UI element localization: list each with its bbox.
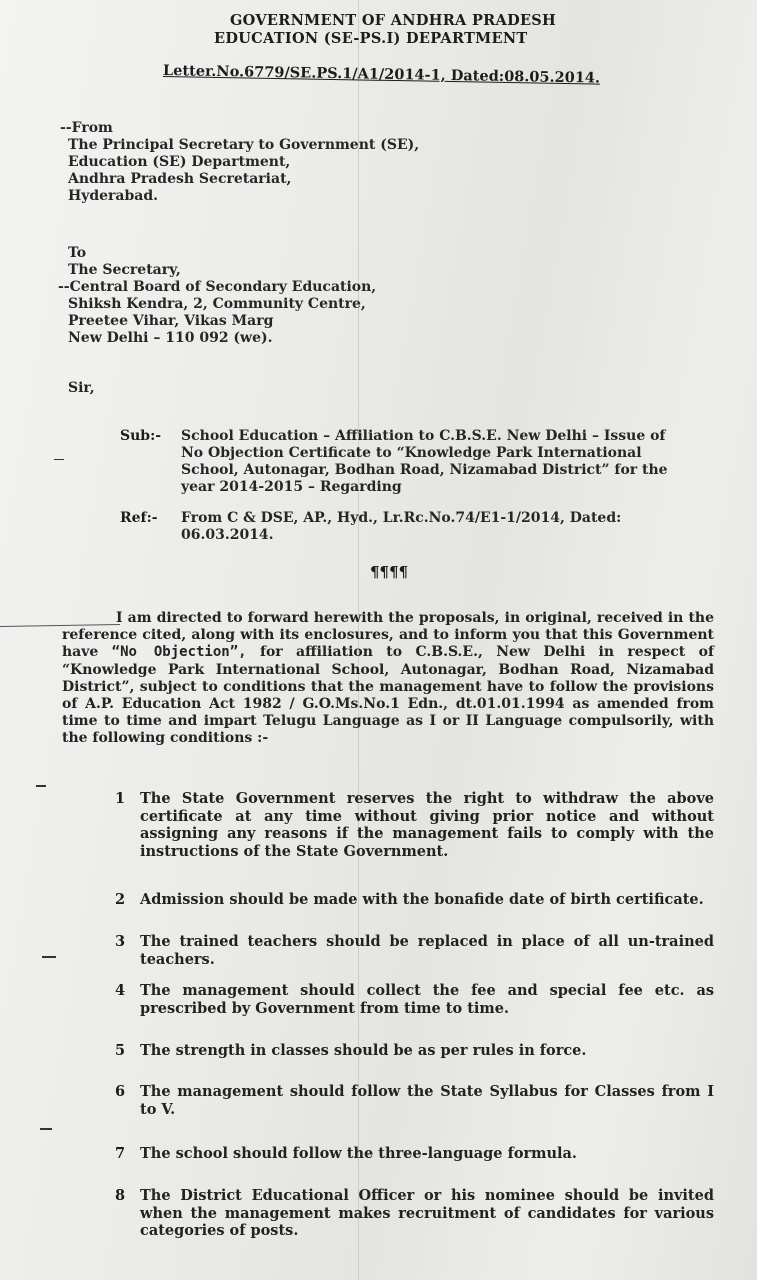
reference-line: From C & DSE, AP., Hyd., Lr.Rc.No.74/E1-1/2014, Dated: — [181, 510, 622, 526]
body-paragraph — [62, 610, 714, 748]
to-block — [58, 245, 376, 347]
from-block — [60, 120, 419, 205]
from-label: --From — [60, 120, 113, 136]
from-line: Hyderabad. — [68, 188, 159, 204]
subject-label: Sub:- — [120, 428, 162, 444]
from-line: Andhra Pradesh Secretariat, — [68, 171, 292, 187]
subject-line: School, Autonagar, Bodhan Road, Nizamabad District” for the — [181, 462, 668, 478]
condition-number: 2 — [115, 891, 126, 908]
reference-label: Ref:- — [120, 510, 158, 526]
letter-number: Letter.No.6779/SE.PS.1/A1/2014-1, Dated:08.05.2014. — [162, 62, 601, 87]
separator-mark: ¶¶¶¶ — [370, 563, 409, 581]
body-text-2: for affiliation to C.B.S.E., New Delhi in respect of “Knowledge Park International School, Autonagar, Bodhan Road, Nizamabad District”, subject to conditions that the management have to follow the provisions of A.P. Education Act 1982 / G.O.Ms.No.1 Edn., dt.01.01.1994 as amended from time to time and impart Telugu Language as I or II Language compulsorily, with the following conditions :- — [62, 644, 714, 747]
condition-text: The State Government reserves the right to withdraw the above certificate at any time without giving prior notice and without assigning any reasons if the management fails to comply with the instructions of the State Government. — [140, 790, 714, 860]
condition-number: 6 — [115, 1083, 126, 1100]
margin-mark — [36, 785, 46, 787]
subject-line: year 2014-2015 – Regarding — [181, 479, 402, 495]
condition-text: Admission should be made with the bonafide date of birth certificate. — [140, 891, 704, 908]
to-line: Preetee Vihar, Vikas Marg — [68, 313, 274, 329]
to-line: --Central Board of Secondary Education, — [58, 279, 377, 295]
to-line: The Secretary, — [68, 262, 181, 278]
condition-text: The District Educational Officer or his nominee should be invited when the management makes recruitment of candidates for various categories of posts. — [140, 1187, 714, 1239]
header-department: EDUCATION (SE-PS.I) DEPARTMENT — [214, 30, 528, 47]
reference-text — [181, 510, 621, 544]
condition-text: The trained teachers should be replaced in place of all un-trained teachers. — [140, 933, 714, 968]
condition-number: 5 — [115, 1042, 126, 1059]
condition-number: 8 — [115, 1187, 126, 1204]
body-text-1: I am directed to forward herewith the proposals, in original, received in the reference cited, along with its enclosures, and to inform you that this Government have — [62, 610, 714, 661]
from-line: Education (SE) Department, — [68, 154, 291, 170]
header-government: GOVERNMENT OF ANDHRA PRADESH — [230, 12, 557, 29]
condition-text: The strength in classes should be as per rules in force. — [140, 1042, 587, 1059]
from-line: The Principal Secretary to Government (SE), — [68, 137, 420, 153]
condition-number: 7 — [115, 1145, 126, 1162]
no-objection-emphasis: “No Objection”, — [111, 644, 247, 661]
subject-text — [181, 428, 668, 496]
salutation: Sir, — [68, 380, 95, 396]
to-line: New Delhi – 110 092 (we). — [68, 330, 273, 346]
to-label: To — [68, 245, 87, 261]
reference-line: 06.03.2014. — [181, 527, 274, 543]
condition-number: 1 — [115, 790, 126, 807]
to-line: Shiksh Kendra, 2, Community Centre, — [68, 296, 366, 312]
condition-text: The school should follow the three-language formula. — [140, 1145, 577, 1162]
condition-text: The management should collect the fee and special fee etc. as prescribed by Government from time to time. — [140, 982, 714, 1017]
margin-mark — [40, 1128, 52, 1130]
subject-line: No Objection Certificate to “Knowledge Park International — [181, 445, 642, 461]
condition-text: The management should follow the State Syllabus for Classes from I to V. — [140, 1083, 714, 1118]
condition-number: 3 — [115, 933, 126, 950]
margin-mark — [54, 459, 64, 460]
condition-number: 4 — [115, 982, 126, 999]
subject-line: School Education – Affiliation to C.B.S.E. New Delhi – Issue of — [181, 428, 666, 444]
margin-mark — [42, 956, 56, 958]
